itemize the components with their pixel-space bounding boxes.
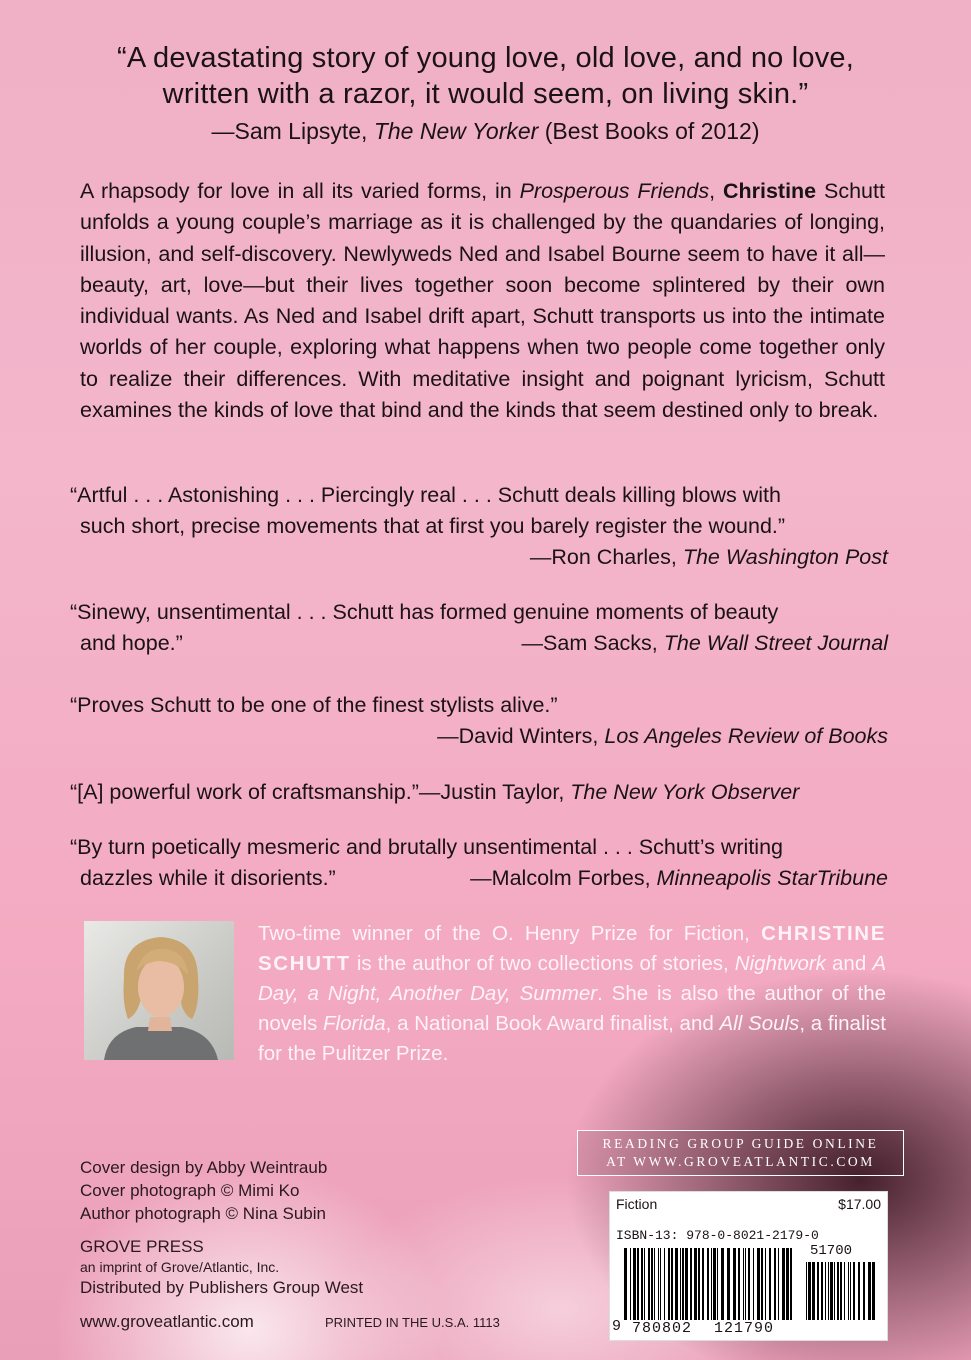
attribution-author: —Sam Lipsyte,	[211, 118, 374, 144]
printed-note: PRINTED IN THE U.S.A. 1113	[325, 1315, 500, 1330]
review-quote	[70, 777, 888, 808]
author-bio	[258, 919, 886, 1069]
reviewer: —Sam Sacks,	[521, 631, 664, 655]
quote-attribution	[470, 863, 888, 894]
quote-text: “Proves Schutt to be one of the finest stylists alive.”	[70, 693, 558, 717]
author-name: CHRISTINE SCHUTT	[258, 922, 886, 975]
description-text: ,	[709, 179, 723, 203]
distributor: Distributed by Publishers Group West	[80, 1278, 364, 1297]
author-photo	[84, 921, 234, 1060]
quote-line	[70, 628, 888, 659]
top-quote-line1: “A devastating story of young love, old love, and no love,	[116, 42, 855, 74]
reviewer: —David Winters,	[437, 724, 605, 748]
bio-text: , a National Book Award finalist, and	[385, 1012, 720, 1035]
bio-text: Two-time winner of the O. Henry Prize for Fiction,	[258, 922, 762, 945]
quote-attribution	[70, 721, 888, 752]
reviewer: —Justin Taylor,	[418, 780, 571, 804]
barcode-panel	[609, 1191, 888, 1341]
imprint: an imprint of Grove/Atlantic, Inc.	[80, 1259, 280, 1275]
bio-text: . She is also the author of the novels	[258, 982, 886, 1035]
author-name: Christine	[722, 179, 817, 203]
book-description	[80, 176, 885, 426]
reading-guide-box	[577, 1130, 904, 1176]
reading-guide-line1: READING GROUP GUIDE ONLINE	[602, 1136, 879, 1151]
credits	[80, 1156, 363, 1299]
publisher-name: GROVE PRESS	[80, 1237, 204, 1256]
quote-text: “Artful . . . Astonishing . . . Piercingly real . . . Schutt deals killing blows with	[70, 483, 781, 507]
book-title: Prosperous Friends	[519, 179, 710, 203]
attribution-source: The New Yorker	[373, 118, 539, 144]
work-title: All Souls	[719, 1012, 800, 1035]
publication: Los Angeles Review of Books	[604, 724, 888, 748]
reviewer: —Ron Charles,	[529, 545, 683, 569]
review-quote	[70, 480, 888, 573]
ean-group-left: 780802	[632, 1320, 693, 1337]
quote-text: such short, precise movements that at first you barely register the wound.”	[80, 514, 786, 538]
bio-text: , a finalist for the Pulitzer Prize.	[258, 1012, 886, 1065]
top-quote-attribution	[0, 118, 971, 145]
review-quote	[70, 597, 888, 659]
reviewer: —Malcolm Forbes,	[470, 866, 657, 890]
barcode-bars	[624, 1248, 796, 1320]
bio-text: is the author of two collections of stories,	[350, 952, 735, 975]
review-quote	[70, 832, 888, 894]
cover-photo-credit: Cover photograph © Mimi Ko	[80, 1181, 300, 1200]
quote-attribution	[522, 628, 888, 659]
publication: Minneapolis StarTribune	[656, 866, 888, 890]
price-label: $17.00	[838, 1196, 881, 1212]
quote-text: dazzles while it disorients.”	[80, 866, 336, 890]
quote-attribution	[70, 542, 888, 573]
cover-design-credit: Cover design by Abby Weintraub	[80, 1158, 328, 1177]
attribution-note: (Best Books of 2012)	[538, 118, 760, 144]
quote-text: “[A] powerful work of craftsmanship.”	[70, 780, 419, 804]
author-photo-credit: Author photograph © Nina Subin	[80, 1204, 326, 1223]
category-label: Fiction	[616, 1196, 658, 1212]
description-text: A rhapsody for love in all its varied forms, in	[80, 179, 520, 203]
bio-text: and	[825, 952, 873, 975]
work-title: A Day, a Night, Another Day, Summer	[258, 952, 886, 1005]
publication: The Wall Street Journal	[663, 631, 888, 655]
isbn-label: ISBN-13: 978-0-8021-2179-0	[616, 1228, 819, 1243]
addon-barcode-bars	[806, 1262, 878, 1320]
work-title: Florida	[323, 1012, 386, 1035]
quote-text: “By turn poetically mesmeric and brutally unsentimental . . . Schutt’s writing	[70, 835, 783, 859]
description-text: Schutt unfolds a young couple’s marriage as it is challenged by the quandaries of longing, illusion, and self-discovery. Newlyweds Ned and Isabel Bourne seem to have it all—beauty, art, love—but their lives together soon become splintered by their own individual wants. As Ned and Isabel drift apart, Schutt transports us into the intimate worlds of her couple, exploring what happens when two people come together only to realize their differences. With meditative insight and poignant lyricism, Schutt examines the kinds of love that bind and the kinds that seem destined only to break.	[80, 179, 885, 423]
publication: The Washington Post	[682, 545, 888, 569]
quote-text: “Sinewy, unsentimental . . . Schutt has formed genuine moments of beauty	[70, 600, 779, 624]
work-title: Nightwork	[734, 952, 826, 975]
review-quote	[70, 690, 888, 752]
quote-text: and hope.”	[80, 631, 183, 655]
ean-group-right: 121790	[714, 1320, 775, 1337]
top-quote	[0, 40, 971, 112]
quote-line	[70, 863, 888, 894]
publication: The New York Observer	[570, 780, 800, 804]
reading-guide-line2: AT WWW.GROVEATLANTIC.COM	[606, 1154, 875, 1169]
top-quote-line2: written with a razor, it would seem, on living skin.”	[162, 78, 809, 110]
ean-digit: 9	[612, 1318, 622, 1335]
publisher-website: www.groveatlantic.com	[80, 1312, 254, 1331]
price-code: 51700	[810, 1243, 853, 1259]
